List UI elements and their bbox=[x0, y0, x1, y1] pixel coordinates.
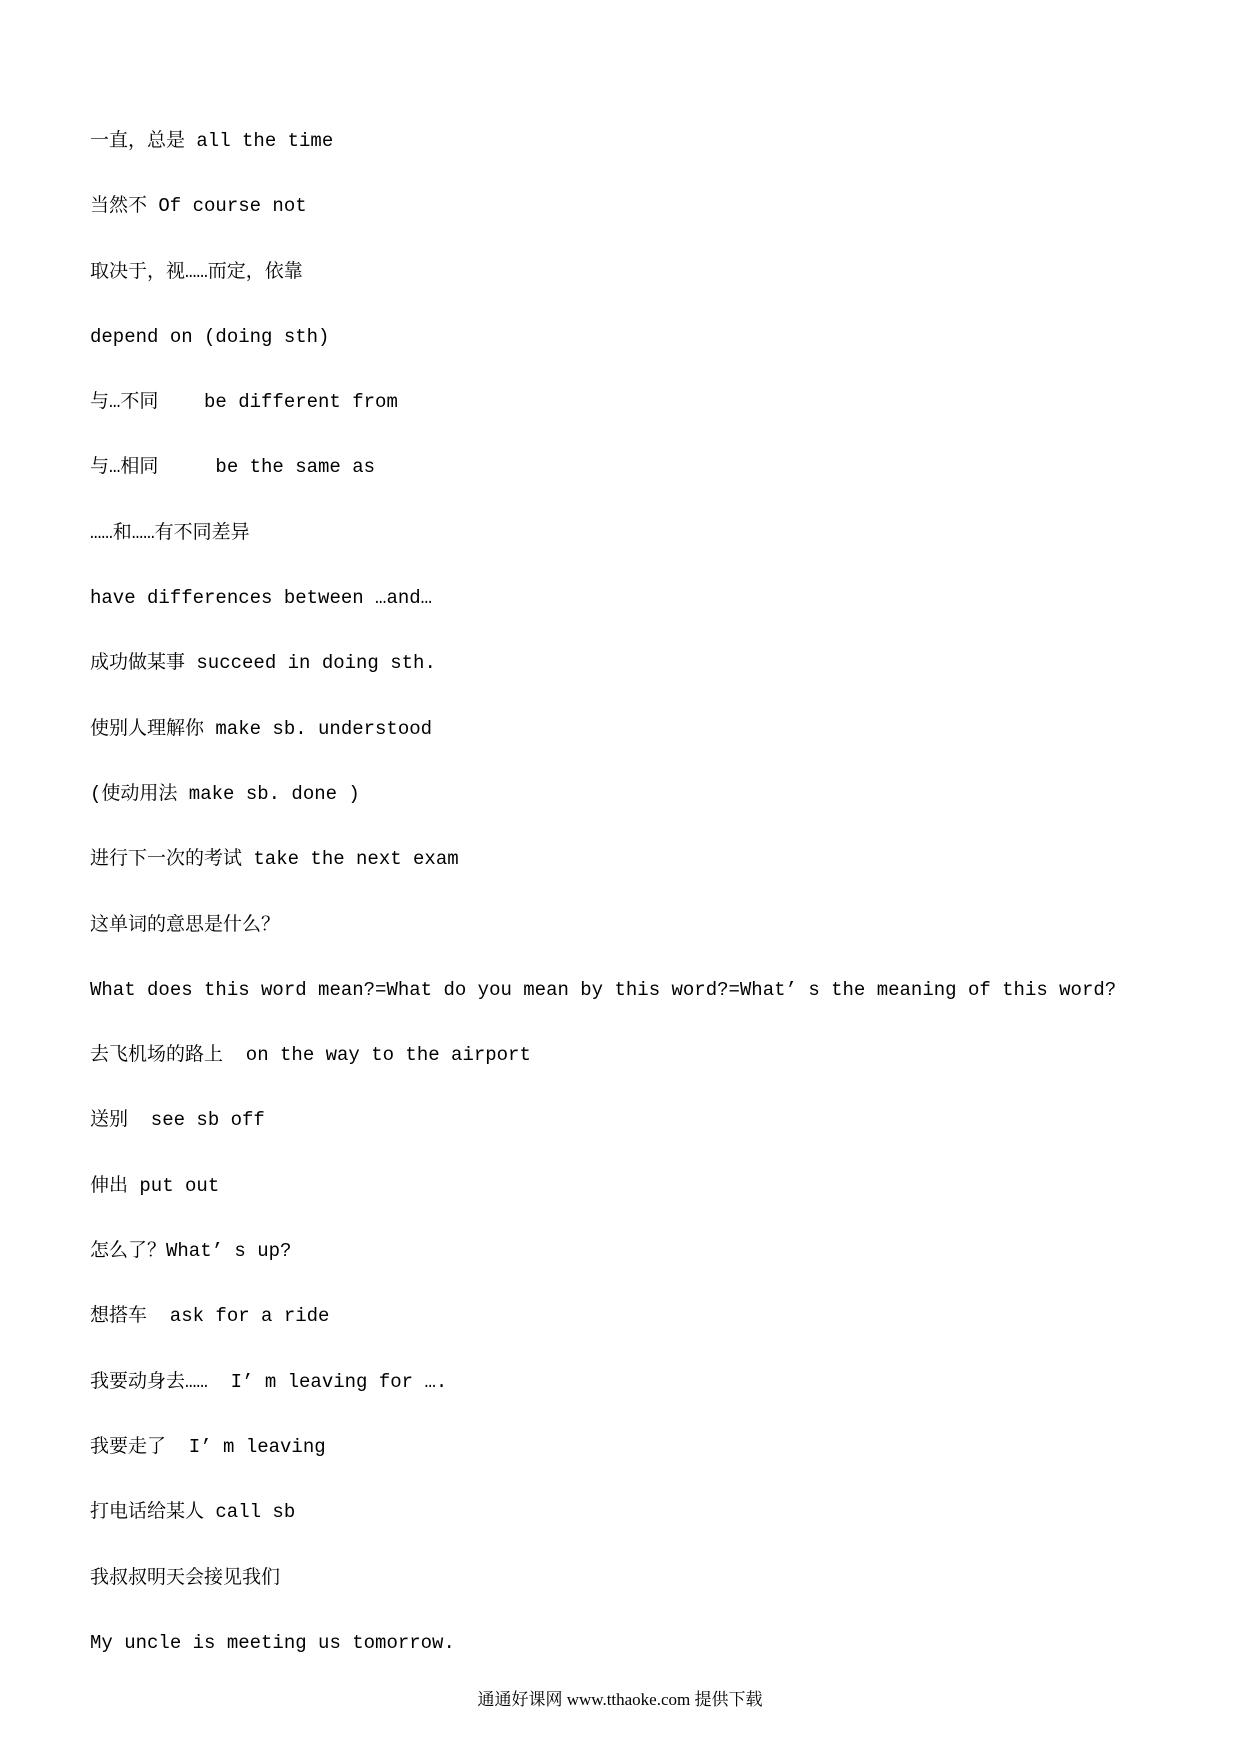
phrase-line: 取决于，视……而定，依靠 bbox=[90, 260, 303, 283]
phrase-line: My uncle is meeting us tomorrow. bbox=[90, 1631, 455, 1654]
phrase-line: 一直，总是 all the time bbox=[90, 130, 334, 152]
phrase-line: 去飞机场的路上 on the way to the airport bbox=[90, 1044, 531, 1067]
phrase-line: 送别 see sb off bbox=[90, 1109, 265, 1132]
phrase-line: 想搭车 ask for a ride bbox=[90, 1305, 330, 1328]
phrase-line: 怎么了？What’ s up? bbox=[90, 1240, 292, 1263]
phrase-line: 当然不 Of course not bbox=[90, 195, 307, 218]
phrase-line: ……和……有不同差异 bbox=[90, 521, 250, 544]
phrase-line: 这单词的意思是什么？ bbox=[90, 913, 281, 936]
phrase-line: depend on (doing sth) bbox=[90, 325, 330, 348]
phrase-line: What does this word mean?=What do you mean by this word?=What’ s the meaning of this word? bbox=[90, 978, 1117, 1001]
phrase-line: 打电话给某人 call sb bbox=[90, 1501, 296, 1524]
phrase-line: 与…不同 be different from bbox=[90, 391, 398, 414]
phrase-line: 成功做某事 succeed in doing sth. bbox=[90, 652, 436, 675]
footer-credit: 通通好课网 www.tthaoke.com 提供下载 bbox=[477, 1690, 763, 1709]
phrase-line: (使动用法 make sb. done ) bbox=[90, 782, 360, 805]
phrase-line: 进行下一次的考试 take the next exam bbox=[90, 848, 459, 871]
phrase-line: 与…相同 be the same as bbox=[90, 456, 376, 479]
phrase-line: 伸出 put out bbox=[90, 1174, 220, 1197]
phrase-line: have differences between …and… bbox=[90, 587, 433, 610]
phrase-line: 使别人理解你 make sb. understood bbox=[90, 717, 433, 740]
phrase-list bbox=[90, 109, 1190, 1676]
phrase-line: 我叔叔明天会接见我们 bbox=[90, 1566, 281, 1589]
phrase-line: 我要动身去…… I’ m leaving for …. bbox=[90, 1370, 448, 1393]
phrase-line: 我要走了 I’ m leaving bbox=[90, 1435, 326, 1458]
